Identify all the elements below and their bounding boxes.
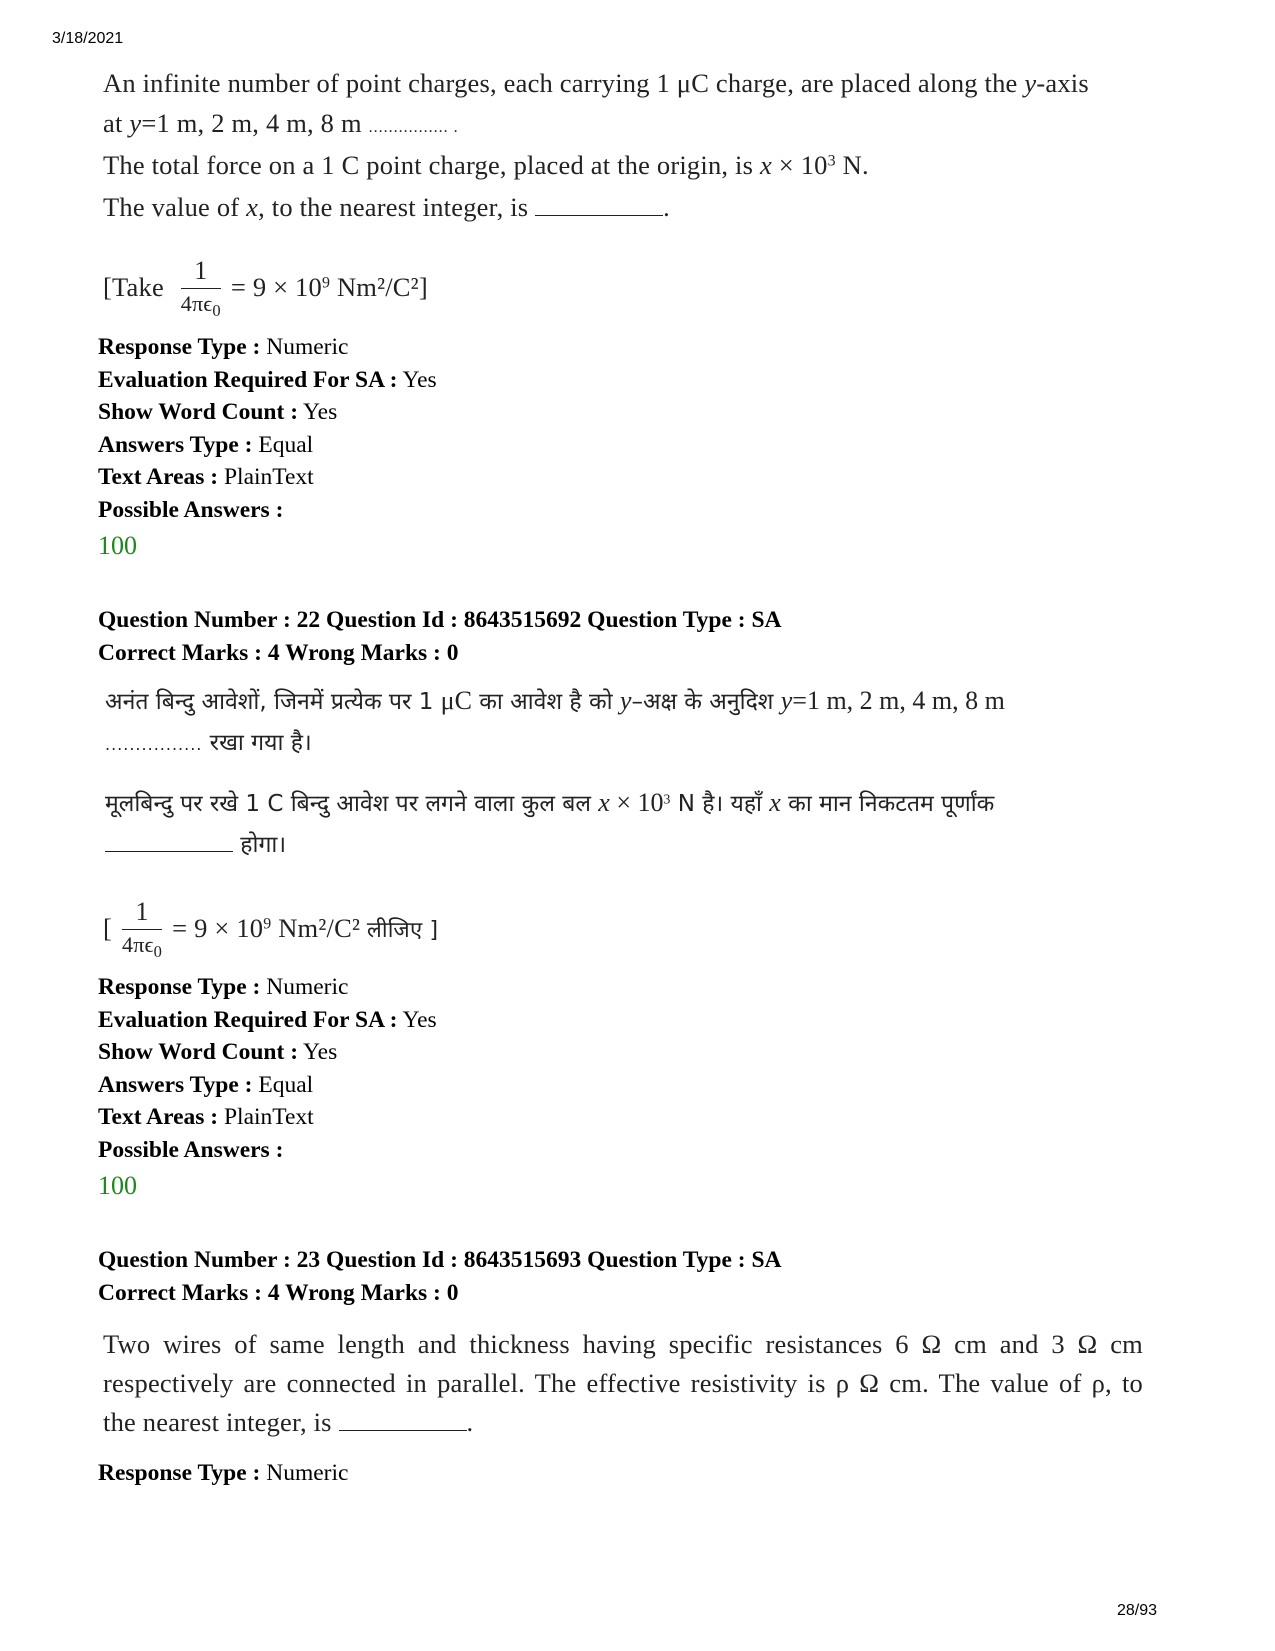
q23-line-3: the nearest integer, is . — [103, 1407, 474, 1437]
question-21-text — [103, 64, 1143, 230]
q21-line-3: The total force on a 1 C point charge, placed at the origin, is $x \times 10^3$ N. — [103, 150, 869, 180]
q23-header: Question Number : 23 Question Id : 8643515693 Question Type : SA Correct Marks : 4 Wrong Marks : 0 — [98, 1247, 782, 1306]
answer-blank — [105, 831, 233, 852]
possible-answer: 100 — [98, 1171, 137, 1200]
possible-answer: 100 — [98, 531, 137, 560]
q23-line-1: Two wires of same length and thickness having specific resistances 6 Ω cm and 3 Ω cm — [103, 1329, 1143, 1359]
page-number: 28/93 — [1116, 1602, 1157, 1619]
q21-line-2: at y=1 m, 2 m, 4 m, 8 m ................ . — [103, 108, 459, 138]
q22-line-2: ................ रखा गया है। — [105, 730, 312, 756]
fraction: $\frac{1}{4\pi\epsilon_0}$ — [180, 256, 221, 320]
print-date: 3/18/2021 — [52, 30, 124, 47]
q21-metadata: Response Type : Numeric Evaluation Required For SA : Yes Show Word Count : Yes Answers Type : Equal Text Areas : PlainText Possible Answers : 100 — [98, 331, 437, 563]
question-22-text — [105, 676, 1145, 870]
q23-metadata: Response Type : Numeric — [98, 1460, 349, 1486]
fraction: $\frac{1}{4\pi\epsilon_0}$ — [122, 897, 163, 961]
q23-line-2: respectively are connected in parallel. The effective resistivity is ρ Ω cm. The value of ρ, to — [103, 1368, 1143, 1398]
q22-line-1: अनंत बिन्दु आवेशों, जिनमें प्रत्येक पर 1 μC का आवेश है को y–अक्ष के अनुदिश y=1 m, 2 m, 4 m, 8 m — [105, 686, 1005, 715]
q22-line-4: होगा। — [105, 824, 1145, 870]
question-23-text — [103, 1325, 1143, 1442]
q21-constant-note: [Take $\frac{1}{4\pi\epsilon_0}$ = $9 \times 10^9$ Nm²/C²] — [103, 254, 428, 326]
q22-line-3: मूलबिन्दु पर रखे 1 C बिन्दु आवेश पर लगने वाला कुल बल $x \times 10^3$ N है। यहाँ x का मान निकटतम पूर्णांक — [105, 788, 995, 817]
answer-blank — [339, 1410, 467, 1431]
q22-constant-note: [ $\frac{1}{4\pi\epsilon_0}$ = $9 \times 10^9$ Nm²/C² लीजिए ] — [103, 895, 438, 967]
q22-metadata: Response Type : Numeric Evaluation Required For SA : Yes Show Word Count : Yes Answers Type : Equal Text Areas : PlainText Possible Answers : 100 — [98, 971, 437, 1203]
q21-line-4: The value of x, to the nearest integer, is . — [103, 192, 670, 222]
q22-header: Question Number : 22 Question Id : 8643515692 Question Type : SA Correct Marks : 4 Wrong Marks : 0 — [98, 607, 782, 666]
q21-line-1: An infinite number of point charges, each carrying 1 μC charge, are placed along the y-axis — [103, 68, 1089, 98]
answer-blank — [535, 195, 663, 216]
